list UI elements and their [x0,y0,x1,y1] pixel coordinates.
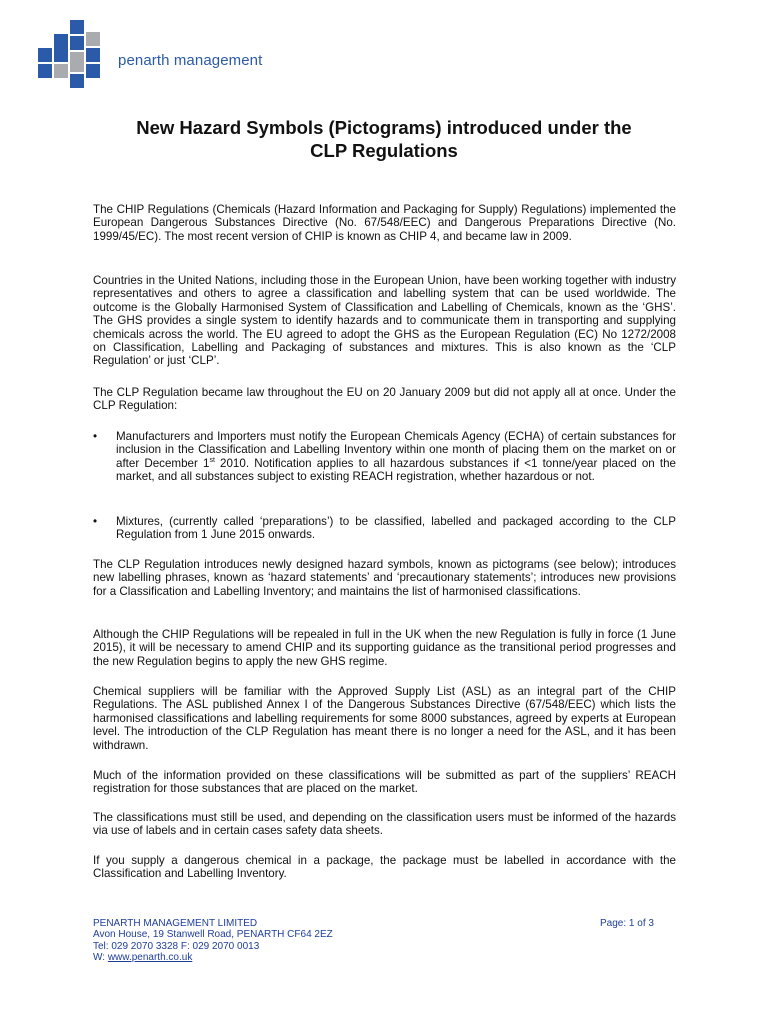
logo-text: penarth management [118,52,263,69]
paragraph-repeal: Although the CHIP Regulations will be repealed in full in the UK when the new Regulation is fully in force (1 June 2015), it will be necessary to amend CHIP and its supporting guidance as the transitional period progresses and the new Regulation begins to apply the new GHS regime. [93,628,676,668]
paragraph-chip-intro: The CHIP Regulations (Chemicals (Hazard Information and Packaging for Supply) Regulations) implemented the European Dangerous Substances Directive (No. 67/548/EEC) and Dangerous Preparations Directive (No. 1999/45/EC). The most recent version of CHIP is known as CHIP 4, and became law in 2009. [93,203,676,243]
page-number: Page: 1 of 3 [600,918,654,929]
footer-contact [93,918,453,964]
paragraph-asl: Chemical suppliers will be familiar with the Approved Supply List (ASL) as an integral part of the CHIP Regulations. The ASL published Annex I of the Dangerous Substances Directive (67/548/EEC) which lists the harmonised classifications and labelling requirements for some 8000 substances, agreed by experts at European level. The introduction of the CLP Regulation has meant there is no longer a need for the ASL, and it has been withdrawn. [93,685,676,752]
footer-web [93,952,453,963]
footer-address: Avon House, 19 Stanwell Road, PENARTH CF64 2EZ [93,929,333,941]
bullet-text-manufacturers: Manufacturers and Importers must notify the European Chemicals Agency (ECHA) of certain substances for inclusion in the Classification and Labelling Inventory within one month of placing them on the market on or after December 1st 2010. Notification applies to all hazardous substances if <1 tonne/year placed on the market, and all substances subject to existing REACH registration, whether hazardous or not. [116,430,676,484]
logo-mark-icon [38,20,110,88]
bullet-icon: • [93,515,98,528]
paragraph-classifications: The classifications must still be used, and depending on the classification users must be informed of the hazards via use of labels and in certain cases safety data sheets. [93,811,676,838]
paragraph-labelling: If you supply a dangerous chemical in a package, the package must be labelled in accordance with the Classification and Labelling Inventory. [93,854,676,881]
bullet-text-mixtures: Mixtures, (currently called ‘preparations’) to be classified, labelled and packaged according to the CLP Regulation from 1 June 2015 onwards. [116,515,676,542]
document-title-line-2: CLP Regulations [310,140,458,161]
footer-web-prefix: W: [93,952,108,964]
footer-company: PENARTH MANAGEMENT LIMITED [93,918,258,929]
company-logo [38,20,278,90]
website-link[interactable]: www.penarth.co.uk [107,952,193,964]
paragraph-ghs: Countries in the United Nations, including those in the European Union, have been working together with industry representatives and others to agree a classification and labelling system that can be used worldwide. The outcome is the Globally Harmonised System of Classification and Labelling of Chemicals, known as the ‘GHS’. The GHS provides a single system to identify hazards and to communicate them in transporting and supplying chemicals across the world. The EU agreed to adopt the GHS as the European Regulation (EC) No 1272/2008 on Classification, Labelling and Packaging of substances and mixtures. This is also known as the ‘CLP Regulation’ or just ‘CLP’. [93,274,676,368]
paragraph-reach: Much of the information provided on these classifications will be submitted as part of the suppliers’ REACH registration for those substances that are placed on the market. [93,769,676,796]
document-title-line-1: New Hazard Symbols (Pictograms) introduced under the [136,117,632,138]
bullet-icon: • [93,430,98,443]
paragraph-pictograms: The CLP Regulation introduces newly designed hazard symbols, known as pictograms (see below); introduces new labelling phrases, known as ‘hazard statements’ and ‘precautionary statements’; introduces new provisions for a Classification and Labelling Inventory; and maintains the list of harmonised classifications. [93,558,676,598]
paragraph-clp-law: The CLP Regulation became law throughout the EU on 20 January 2009 but did not apply all at once. Under the CLP Regulation: [93,386,676,413]
footer-phone: Tel: 029 2070 3328 F: 029 2070 0013 [93,940,260,952]
